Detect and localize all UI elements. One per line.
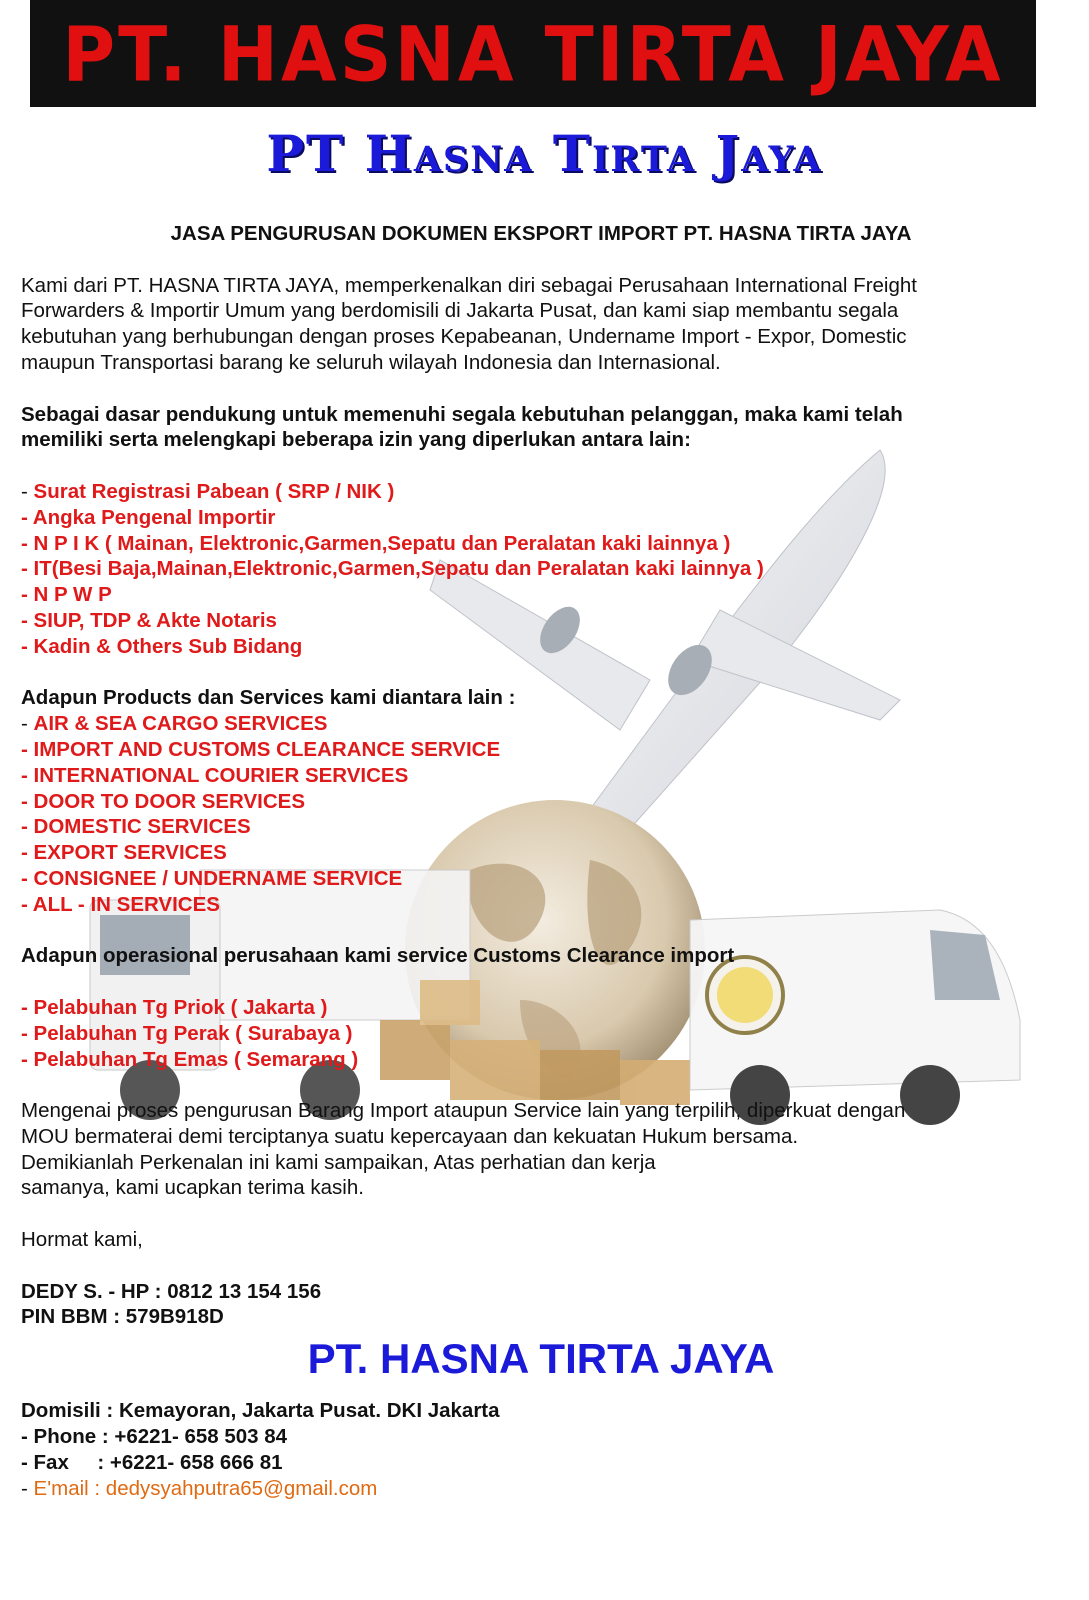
regards-text: Hormat kami, — [21, 1228, 143, 1252]
intro-line: maupun Transportasi barang ke seluruh wilayah Indonesia dan Internasional. — [21, 350, 721, 374]
phone: - Phone : +6221- 658 503 84 — [21, 1425, 288, 1449]
fax: - Fax : +6221- 658 666 81 — [21, 1450, 283, 1474]
pin-bbm: PIN BBM : 579B918D — [21, 1305, 224, 1329]
service-item-text: AIR & SEA CARGO SERVICES — [33, 712, 328, 736]
closing-line: MOU bermaterai demi terciptanya suatu kepercayaan dan kekuatan Hukum bersama. — [21, 1124, 799, 1148]
permit-item-text: Surat Registrasi Pabean ( SRP / NIK ) — [33, 479, 395, 503]
service-item: - DOMESTIC SERVICES — [21, 815, 251, 839]
permits-intro-line: Sebagai dasar pendukung untuk memenuhi segala kebutuhan pelanggan, maka kami telah — [21, 402, 903, 426]
operations-section — [21, 943, 1061, 1072]
permits-section — [21, 402, 1061, 660]
services-section — [21, 685, 1061, 917]
permits-intro-line: memiliki serta melengkapi beberapa izin yang diperlukan antara lain: — [21, 428, 691, 452]
contact-details — [21, 1398, 1061, 1501]
intro-line: kebutuhan yang berhubungan dengan proses Kepabeanan, Undername Import - Expor, Domestic — [21, 325, 907, 349]
port-item: - Pelabuhan Tg Emas ( Semarang ) — [21, 1047, 359, 1071]
permit-item: - IT(Besi Baja,Mainan,Elektronic,Garmen,Sepatu dan Peralatan kaki lainnya ) — [21, 557, 764, 581]
list-dash: - — [21, 479, 34, 503]
list-dash: - — [21, 1476, 34, 1500]
domicile: Domisili : Kemayoran, Jakarta Pusat. DKI Jakarta — [21, 1399, 500, 1423]
operations-intro: Adapun operasional perusahaan kami service Customs Clearance import — [21, 944, 735, 968]
company-name: PT. HASNA TIRTA JAYA — [307, 1335, 775, 1383]
contact-person: DEDY S. - HP : 0812 13 154 156 — [21, 1279, 322, 1303]
closing-line: samanya, kami ucapkan terima kasih. — [21, 1176, 364, 1200]
services-intro: Adapun Products dan Services kami diantara lain : — [21, 686, 516, 710]
letter-heading: JASA PENGURUSAN DOKUMEN EKSPORT IMPORT PT. HASNA TIRTA JAYA — [170, 222, 912, 245]
permit-item: - N P I K ( Mainan, Elektronic,Garmen,Sepatu dan Peralatan kaki lainnya ) — [21, 531, 731, 555]
logo-title: PT Hasna Tirta Jaya — [266, 124, 823, 183]
intro-line: Kami dari PT. HASNA TIRTA JAYA, memperkenalkan diri sebagai Perusahaan International Freight — [21, 273, 917, 297]
port-item: - Pelabuhan Tg Priok ( Jakarta ) — [21, 995, 328, 1019]
header-banner — [30, 0, 1036, 107]
list-dash: - — [21, 712, 34, 736]
permit-item: - N P W P — [21, 583, 112, 607]
closing-paragraph — [21, 1098, 1061, 1201]
service-item: - EXPORT SERVICES — [21, 841, 227, 865]
permit-item: - Angka Pengenal Importir — [21, 505, 276, 529]
permit-item: - SIUP, TDP & Akte Notaris — [21, 608, 277, 632]
port-item: - Pelabuhan Tg Perak ( Surabaya ) — [21, 1021, 353, 1045]
email-link[interactable]: E'mail : dedysyahputra65@gmail.com — [33, 1476, 378, 1500]
letter-body — [21, 221, 1061, 1501]
service-item: - INTERNATIONAL COURIER SERVICES — [21, 763, 409, 787]
closing-line: Mengenai proses pengurusan Barang Import ataupun Service lain yang terpilih, diperkuat dengan — [21, 1099, 906, 1123]
service-item: - DOOR TO DOOR SERVICES — [21, 789, 306, 813]
email-row — [21, 1476, 1061, 1502]
service-item: - IMPORT AND CUSTOMS CLEARANCE SERVICE — [21, 737, 501, 761]
service-item: - ALL - IN SERVICES — [21, 892, 220, 916]
service-item: - CONSIGNEE / UNDERNAME SERVICE — [21, 866, 403, 890]
intro-line: Forwarders & Importir Umum yang berdomisili di Jakarta Pusat, dan kami siap membantu segala — [21, 299, 899, 323]
permit-item — [21, 479, 1061, 505]
intro-paragraph — [21, 273, 1061, 376]
closing-line: Demikianlah Perkenalan ini kami sampaikan, Atas perhatian dan kerja — [21, 1150, 656, 1174]
permit-item: - Kadin & Others Sub Bidang — [21, 634, 303, 658]
service-item — [21, 711, 1061, 737]
banner-title: PT. HASNA TIRTA JAYA — [62, 9, 1004, 98]
